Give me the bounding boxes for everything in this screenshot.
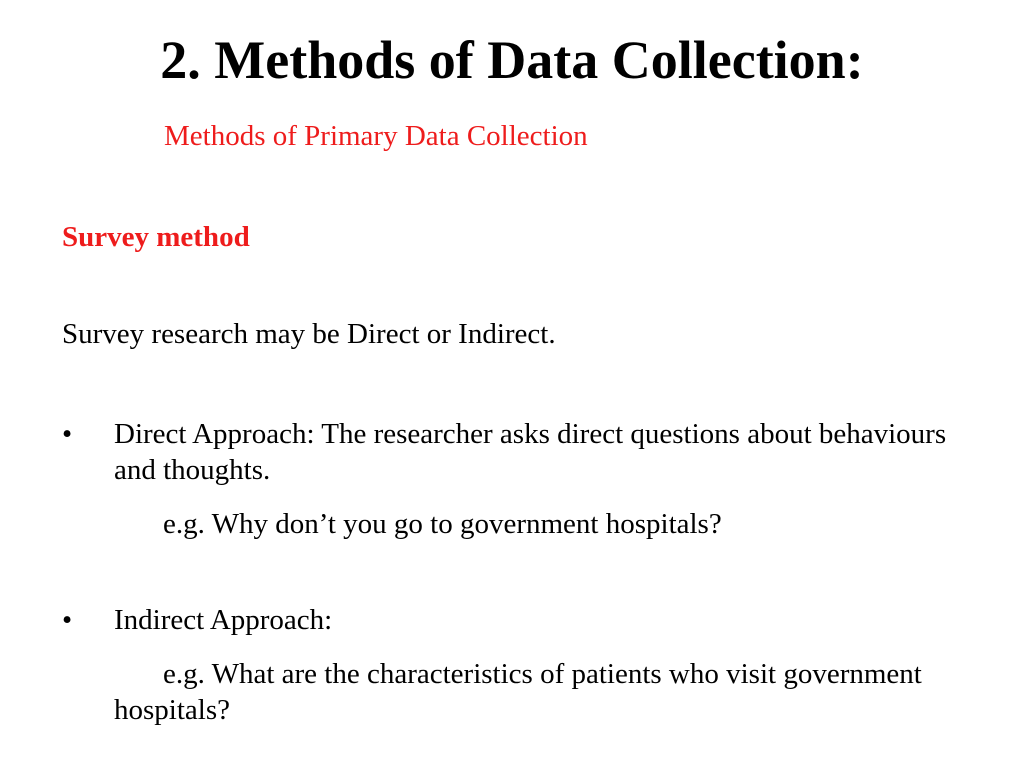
bullet-marker: • (62, 604, 73, 636)
intro-paragraph: Survey research may be Direct or Indirect. (62, 318, 556, 350)
page-title: 2. Methods of Data Collection: (160, 30, 864, 90)
subtitle: Methods of Primary Data Collection (164, 120, 588, 152)
bullet-direct-approach: Direct Approach: The researcher asks direct questions about behaviours and thoughts. (114, 418, 947, 486)
section-heading: Survey method (62, 221, 250, 253)
example-indirect: e.g. What are the characteristics of patients who visit government hospitals? (114, 658, 922, 726)
bullet-marker: • (62, 418, 73, 450)
example-direct: e.g. Why don’t you go to government hospitals? (163, 508, 722, 540)
bullet-indirect-approach: Indirect Approach: (114, 604, 333, 636)
